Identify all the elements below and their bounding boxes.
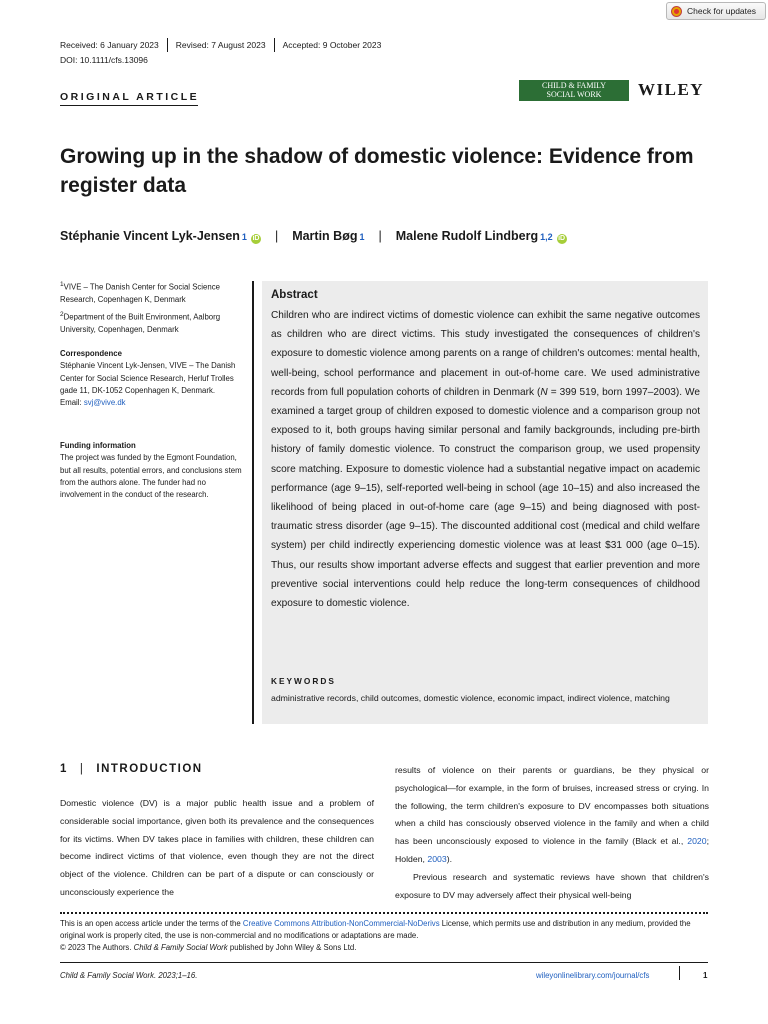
doi[interactable]: DOI: 10.1111/cfs.13096 [60, 55, 148, 65]
author-name[interactable]: Martin Bøg [292, 229, 358, 243]
check-for-updates-label: Check for updates [687, 6, 756, 16]
section-title: INTRODUCTION [96, 763, 203, 775]
email-label: Email: [60, 398, 84, 408]
copyright-journal: Child & Family Social Work [133, 942, 228, 952]
journal-logo-line1: CHILD & FAMILY [542, 81, 606, 90]
footer-citation: Child & Family Social Work. 2023;1–16. [60, 971, 198, 980]
body-text: ). [446, 853, 452, 864]
received-date: Received: 6 January 2023 [60, 40, 159, 50]
correspondence-text: Stéphanie Vincent Lyk-Jensen, VIVE – The Danish Center for Social Science Research, Herluf Trolles gade 11, DK-1052 Copenhagen K, Denmark. [60, 361, 236, 395]
correspondence-heading: Correspondence [60, 349, 122, 358]
orcid-icon[interactable]: iD [252, 235, 260, 242]
affiliation-text: Department of the Built Environment, Aalborg University, Copenhagen, Denmark [60, 312, 221, 334]
author-separator: | [378, 229, 382, 243]
sample-size-symbol: N [540, 386, 548, 398]
accepted-date: Accepted: 9 October 2023 [282, 40, 382, 50]
article-type: ORIGINAL ARTICLE [60, 91, 200, 103]
affiliation-number: 2 [60, 311, 64, 318]
body-right-column [395, 762, 709, 904]
license-text [60, 918, 708, 953]
citation-link[interactable]: 2020 [687, 836, 707, 847]
affiliation-1 [60, 279, 242, 306]
affiliation-2 [60, 309, 242, 336]
license-post: License, which permits use and distribution in any medium, provided the original work is properly cited, the use is non-commercial and no modifications or adaptations are made. [60, 919, 691, 940]
affiliation-text: VIVE – The Danish Center for Social Science Research, Copenhagen K, Denmark [60, 282, 220, 304]
author-list [60, 229, 567, 244]
copyright-pre: © 2023 The Authors. [60, 942, 134, 952]
section-heading [60, 763, 203, 775]
body-paragraph [395, 762, 709, 869]
license-link[interactable]: Creative Commons Attribution-NonCommercial-NoDerivs [242, 919, 440, 928]
page-number: 1 [703, 971, 708, 980]
abstract-heading: Abstract [271, 289, 318, 301]
journal-logo[interactable] [519, 80, 629, 101]
funding-heading: Funding information [60, 441, 136, 450]
orcid-icon[interactable]: iD [558, 235, 566, 242]
license-statement [60, 918, 708, 942]
footer-separator [679, 966, 680, 980]
affiliation-number: 1 [60, 281, 64, 288]
funding-block [60, 440, 242, 501]
abstract-text [271, 306, 700, 613]
footer-journal-url[interactable]: wileyonlinelibrary.com/journal/cfs [536, 971, 650, 980]
article-type-underline [60, 105, 198, 106]
publisher-logo[interactable]: WILEY [638, 80, 705, 99]
author-affiliation[interactable]: 1 [359, 232, 365, 242]
body-text: results of violence on their parents or guardians, be they physical or psychological—for example, in the form of bruises, increased stress or crying. In the following, the term children's exposure to DV encompasses both situations when a child has consciously observed violence in the family and when a child has been unconsciously exposed to violence in the family (Black et al., [395, 765, 709, 847]
author-affiliation[interactable]: 1 [241, 232, 247, 242]
body-left-column [60, 795, 374, 902]
body-text: ; Holden, [395, 836, 709, 864]
author-name[interactable]: Stéphanie Vincent Lyk-Jensen [60, 229, 240, 243]
publication-dates [60, 38, 381, 52]
license-pre: This is an open access article under the terms of the [60, 919, 243, 928]
citation-link[interactable]: 2003 [427, 853, 447, 864]
author-separator: | [274, 229, 279, 243]
keywords-text: administrative records, child outcomes, domestic violence, economic impact, indirect violence, matching [271, 693, 670, 703]
check-for-updates-button[interactable] [666, 2, 766, 20]
section-separator: | [79, 763, 85, 775]
author-affiliation[interactable]: 1,2 [540, 232, 553, 242]
abstract-part: = 399 519, born 1997–2003). We examined a target group of children exposed to domestic violence and a comparison group not exposed to it, both groups having similar personal and family backgrounds, including pre-birth history of family domestic violence. To construct the comparison group, we used propensity score matching. Exposure to domestic violence had a substantial negative impact on academic performance (age 9–15), self-reported well-being in school (age 10–15) and also increased the likelihood of being placed in out-of-home care (age 9–15) and being diagnosed with post-traumatic stress disorder (age 9–15). The discounted additional cost (medical and child welfare system) per child indirectly experiencing domestic violence was at least $31 000 (age 0–15). Thus, our results show important adverse effects and suggest that earlier prevention and more preventive social interventions could help reduce the long-term consequences of childhood exposure to domestic violence. [271, 386, 700, 610]
abstract-part: Children who are indirect victims of domestic violence can exhibit the same negative outcomes as children who are direct victims. This study investigated the consequences of children's exposure to domestic violence among parents on a range of children's outcomes: mental health, well-being, school performance and placement in out-of-home care. We used administrative records from full population cohorts of children in Denmark ( [271, 310, 700, 398]
footer-divider [60, 962, 708, 963]
license-divider [60, 912, 708, 914]
article-title: Growing up in the shadow of domestic violence: Evidence from register data [60, 145, 694, 197]
correspondence-block [60, 348, 242, 409]
email-link[interactable]: svj@vive.dk [83, 398, 126, 408]
date-divider [167, 38, 168, 52]
keywords-heading: KEYWORDS [271, 676, 336, 686]
date-divider [274, 38, 275, 52]
author-name[interactable]: Malene Rudolf Lindberg [395, 229, 539, 243]
revised-date: Revised: 7 August 2023 [175, 40, 266, 50]
body-paragraph: Previous research and systematic reviews have shown that children's exposure to DV may adversely affect their physical well-being [395, 871, 709, 900]
crossmark-icon [671, 6, 682, 17]
copyright-post: published by John Wiley & Sons Ltd. [227, 942, 357, 952]
journal-logo-line2: SOCIAL WORK [546, 90, 602, 99]
section-number: 1 [60, 763, 68, 775]
correspondence-email-line [60, 397, 242, 409]
abstract-rule [252, 281, 254, 724]
body-paragraph: Domestic violence (DV) is a major public health issue and a problem of considerable social importance, given both its prevalence and the consequences for its victims. When DV takes place in families with children, these children can become indirect victims of that violence, even though they are not the direct object of the violence. Children can be part of a dispute or can consciously or unconsciously experience the [60, 798, 374, 897]
copyright-line [60, 942, 708, 954]
funding-text: The project was funded by the Egmont Foundation, but all results, potential errors, and conclusions stem from the authors alone. The funder had no involvement in the conduct of the research. [60, 453, 242, 500]
